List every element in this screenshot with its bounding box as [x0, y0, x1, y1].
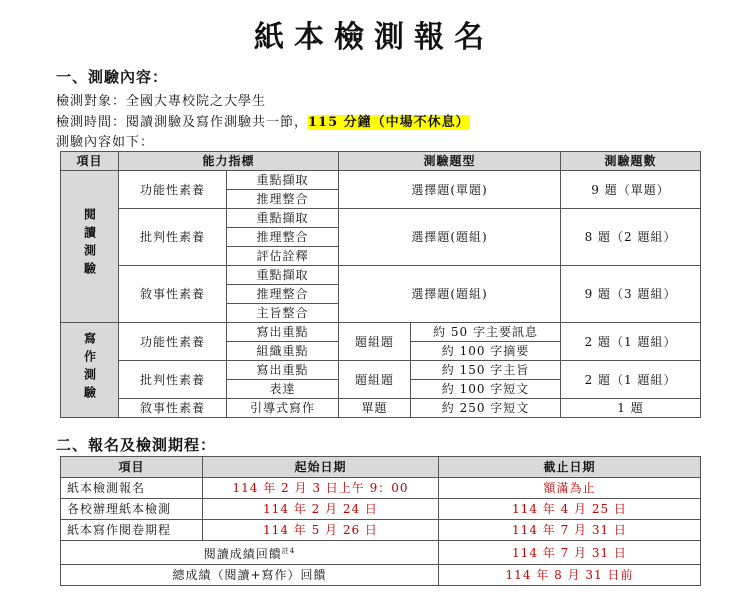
- footnote-mark: 註4: [281, 547, 296, 555]
- category-cell: 批判性素養: [119, 209, 227, 266]
- start-cell: 114 年 5 月 26 日: [203, 520, 439, 541]
- subtype-cell: 約 50 字主要訊息: [411, 323, 561, 342]
- item-cell: 紙本寫作閱卷期程: [61, 520, 203, 541]
- schedule-table: [60, 456, 701, 586]
- subtype-cell: 約 100 字短文: [411, 380, 561, 399]
- start-cell: 114 年 2 月 3 日上午 9：00: [203, 478, 439, 499]
- category-cell: 批判性素養: [119, 361, 227, 399]
- merged-item-cell: [61, 541, 439, 565]
- reading-label: 閱讀測驗: [82, 208, 97, 280]
- count-cell: 8 題（2 題組）: [561, 209, 701, 266]
- indicator-cell: 寫出重點: [227, 323, 339, 342]
- end-cell: 114 年 4 月 25 日: [439, 499, 701, 520]
- item-cell: 各校辦理紙本檢測: [61, 499, 203, 520]
- subtype-cell: 約 150 字主旨: [411, 361, 561, 380]
- table-row: [61, 565, 701, 586]
- subtype-cell: 約 250 字短文: [411, 399, 561, 418]
- table-row: [61, 399, 701, 418]
- indicator-cell: 推理整合: [227, 190, 339, 209]
- category-cell: 敘事性素養: [119, 266, 227, 323]
- count-cell: 2 題（1 題組）: [561, 323, 701, 361]
- writing-label: 寫作測驗: [82, 331, 97, 404]
- feedback-item: 閱讀成績回饋: [203, 547, 282, 561]
- table-row: [61, 361, 701, 380]
- count-cell: 1 題: [561, 399, 701, 418]
- page-title: 紙本檢測報名: [254, 20, 494, 55]
- category-cell: 敘事性素養: [119, 399, 227, 418]
- end-cell: 114 年 7 月 31 日: [439, 541, 701, 565]
- type-cell: 單題: [339, 399, 411, 418]
- merged-item-cell: 總成績（閱讀+寫作）回饋: [61, 565, 439, 586]
- header-indicator: 能力指標: [119, 152, 339, 171]
- type-cell: 選擇題(單題): [339, 171, 561, 209]
- indicator-cell: 重點擷取: [227, 171, 339, 190]
- end-cell: 額滿為止: [439, 478, 701, 499]
- indicator-cell: 主旨整合: [227, 304, 339, 323]
- start-cell: 114 年 2 月 24 日: [203, 499, 439, 520]
- item-cell: 紙本檢測報名: [61, 478, 203, 499]
- count-cell: 2 題（1 題組）: [561, 361, 701, 399]
- type-cell: 選擇題(題組): [339, 266, 561, 323]
- content-line: 測驗內容如下：: [56, 135, 155, 150]
- type-cell: 題組題: [339, 323, 411, 361]
- indicator-cell: 寫出重點: [227, 361, 339, 380]
- table-row: [61, 209, 701, 228]
- section1-heading: 一、測驗內容：: [56, 68, 169, 86]
- table-row: [61, 266, 701, 285]
- target-line: 檢測對象：全國大專校院之大學生: [56, 94, 267, 109]
- indicator-cell: 推理整合: [227, 228, 339, 247]
- indicator-cell: 推理整合: [227, 285, 339, 304]
- indicator-cell: 重點擷取: [227, 209, 339, 228]
- header-start: 起始日期: [203, 457, 439, 478]
- indicator-cell: 重點擷取: [227, 266, 339, 285]
- header-count: 測驗題數: [561, 152, 701, 171]
- time-highlight: 115 分鐘（中場不休息）: [308, 115, 470, 130]
- header-end: 截止日期: [439, 457, 701, 478]
- time-line: [56, 111, 470, 130]
- header-item: 項目: [61, 152, 119, 171]
- header-type: 測驗題型: [339, 152, 561, 171]
- section2-heading: 二、報名及檢測期程：: [56, 436, 217, 454]
- end-cell: 114 年 8 月 31 日前: [439, 565, 701, 586]
- table-row: [61, 499, 701, 520]
- indicator-cell: 評估詮釋: [227, 247, 339, 266]
- count-cell: 9 題（單題）: [561, 171, 701, 209]
- indicator-cell: 表達: [227, 380, 339, 399]
- category-cell: 功能性素養: [119, 323, 227, 361]
- type-cell: 選擇題(題組): [339, 209, 561, 266]
- header-item: 項目: [61, 457, 203, 478]
- table-row: [61, 520, 701, 541]
- count-cell: 9 題（3 題組）: [561, 266, 701, 323]
- end-cell: 114 年 7 月 31 日: [439, 520, 701, 541]
- test-content-table: [60, 151, 701, 418]
- table-row: [61, 323, 701, 342]
- table-row: [61, 171, 701, 190]
- category-cell: 功能性素養: [119, 171, 227, 209]
- table-row: [61, 541, 701, 565]
- table-header-row: [61, 457, 701, 478]
- table-row: [61, 478, 701, 499]
- type-cell: 題組題: [339, 361, 411, 399]
- subtype-cell: 約 100 字摘要: [411, 342, 561, 361]
- table-header-row: [61, 152, 701, 171]
- indicator-cell: 引導式寫作: [227, 399, 339, 418]
- indicator-cell: 組織重點: [227, 342, 339, 361]
- time-line-prefix: 檢測時間：閱讀測驗及寫作測驗共一節，: [56, 115, 309, 130]
